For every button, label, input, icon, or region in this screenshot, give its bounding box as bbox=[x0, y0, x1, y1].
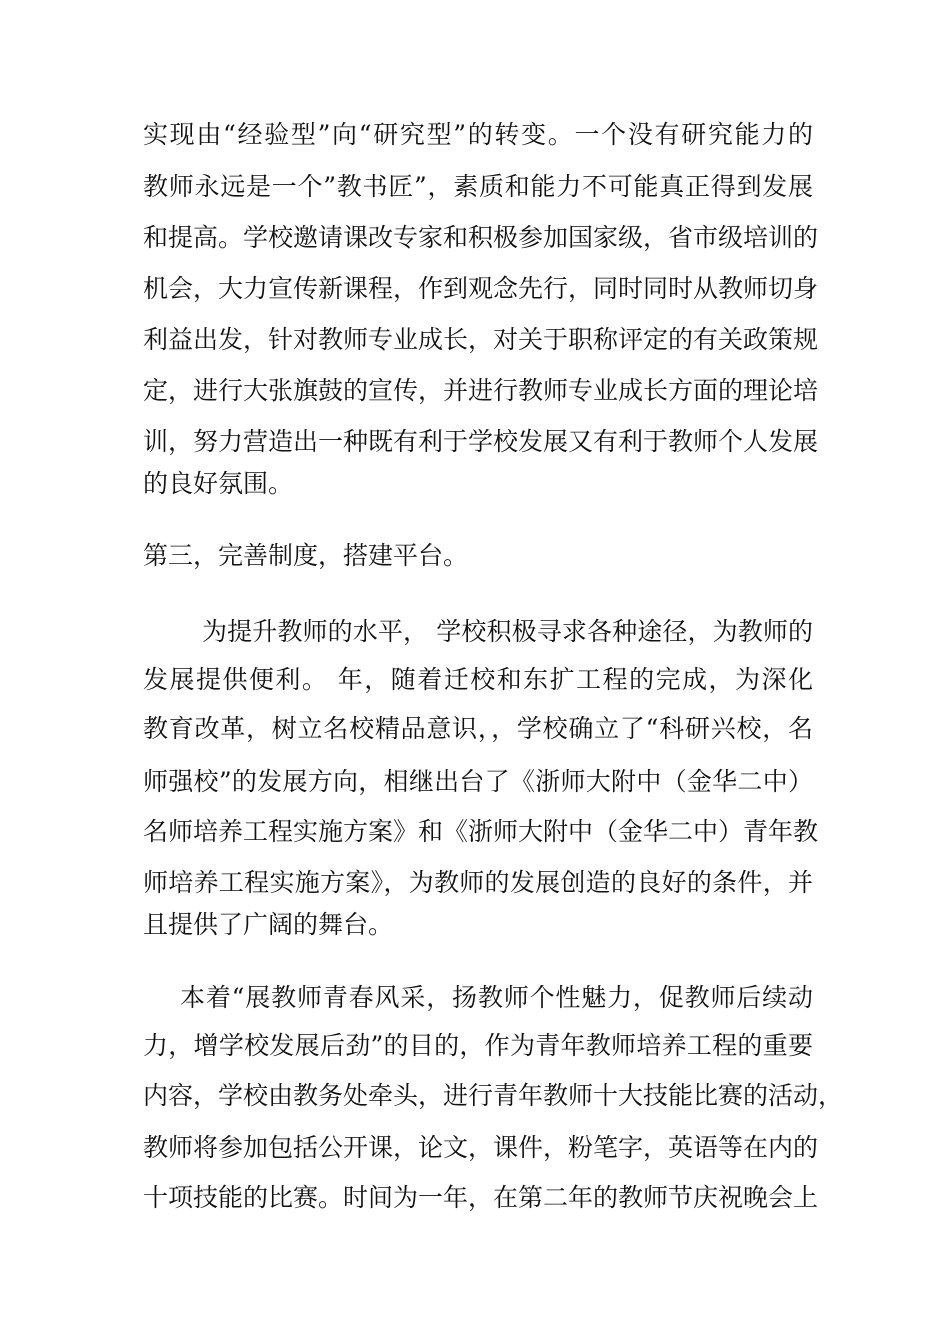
text-line: 教师将参加包括公开课，论文，课件，粉笔字，英语等在内的 bbox=[143, 1133, 819, 1162]
text-line: 师强校”的发展方向，相继出台了《浙师大附中（金华二中） bbox=[143, 767, 813, 796]
text-line: 教育改革，树立名校精品意识，，学校确立了“科研兴校，名 bbox=[143, 714, 813, 743]
text-line: 教师永远是一个”教书匠”，素质和能力不可能真正得到发展 bbox=[143, 172, 813, 201]
text-line: 和提高。学校邀请课改专家和积极参加国家级，省市级培训的 bbox=[143, 223, 819, 252]
text-line: 为提升教师的水平， 学校积极寻求各种途径，为教师的 bbox=[202, 617, 813, 646]
text-line: 的良好氛围。 bbox=[143, 469, 294, 498]
text-line: 力，增学校发展后劲”的目的，作为青年教师培养工程的重要 bbox=[143, 1031, 813, 1060]
text-line: 利益出发，针对教师专业成长，对关于职称评定的有关政策规 bbox=[143, 325, 819, 354]
text-line: 本着“展教师青春风采，扬教师个性魅力，促教师后续动 bbox=[180, 983, 813, 1012]
text-line: 名师培养工程实施方案》和《浙师大附中（金华二中）青年教 bbox=[143, 817, 819, 846]
text-line: 定，进行大张旗鼓的宣传，并进行教师专业成长方面的理论培 bbox=[143, 376, 819, 405]
text-line: 十项技能的比赛。时间为一年，在第二年的教师节庆祝晚会上 bbox=[143, 1183, 819, 1212]
text-line: 师培养工程实施方案》，为教师的发展创造的良好的条件，并 bbox=[143, 868, 813, 897]
text-line: 内容，学校由教务处牵头，进行青年教师十大技能比赛的活动， bbox=[143, 1081, 844, 1110]
text-line: 实现由“经验型”向“研究型”的转变。一个没有研究能力的 bbox=[143, 120, 813, 149]
text-line: 训，努力营造出一种既有利于学校发展又有利于教师个人发展 bbox=[143, 427, 819, 456]
section-heading: 第三，完善制度，搭建平台。 bbox=[143, 541, 469, 570]
text-line: 且提供了广阔的舞台。 bbox=[143, 910, 394, 939]
text-line: 发展提供便利。 年，随着迁校和东扩工程的完成，为深化 bbox=[143, 665, 813, 694]
text-line: 机会，大力宣传新课程，作到观念先行，同时同时从教师切身 bbox=[143, 274, 819, 303]
